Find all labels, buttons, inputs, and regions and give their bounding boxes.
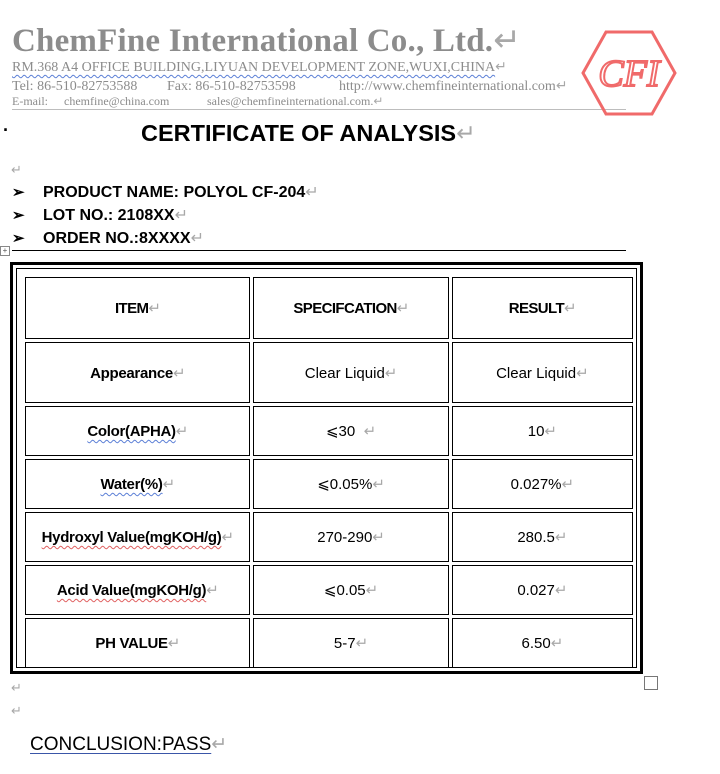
document-title-text: CERTIFICATE OF ANALYSIS	[141, 120, 457, 146]
item-text: Color(APHA)	[87, 423, 176, 440]
spec-text: 270-290	[317, 529, 373, 546]
table-row	[25, 459, 633, 509]
paragraph-mark: ↵	[211, 734, 228, 755]
item-cell[interactable]	[25, 512, 250, 562]
cell-mark: ↵	[162, 476, 175, 493]
logo-lettering: CFI	[598, 53, 660, 95]
result-cell[interactable]	[452, 342, 633, 403]
company-contact-line	[12, 77, 568, 95]
document-title	[141, 119, 476, 147]
conclusion-text: CONCLUSION:PASS	[30, 734, 212, 755]
spec-text: Clear Liquid	[304, 364, 385, 382]
result-text: 0.027%	[510, 476, 562, 493]
cell-mark: ↵	[384, 364, 398, 382]
spec-text: 5-7	[333, 635, 356, 652]
table-row	[25, 406, 633, 456]
table-row	[25, 565, 633, 615]
table-header-row	[25, 277, 633, 339]
header-item[interactable]	[25, 277, 250, 339]
arrow-bullet-icon: ➢	[12, 207, 25, 224]
table-resize-handle[interactable]	[644, 676, 658, 690]
cell-mark: ↵	[206, 582, 219, 599]
cell-mark: ↵	[365, 582, 379, 599]
email-address-2: sales@chemfineinternational.com.	[207, 94, 374, 108]
company-name-text: ChemFine International Co., Ltd.	[12, 23, 494, 59]
analysis-table-frame	[10, 262, 643, 674]
order-number: ORDER NO.:8XXXX	[43, 230, 191, 247]
item-text: Appearance	[90, 364, 173, 382]
arrow-bullet-icon: ➢	[12, 230, 25, 247]
paragraph-mark: ↵	[190, 230, 204, 247]
item-text: Hydroxyl Value(mgKOH/g)	[41, 529, 222, 546]
cell-mark: ↵	[550, 635, 564, 652]
paragraph-mark: ↵	[493, 21, 522, 58]
header-specification[interactable]	[253, 277, 448, 339]
item-cell[interactable]	[25, 406, 250, 456]
letterhead-divider	[12, 109, 626, 110]
conclusion	[30, 733, 227, 756]
item-cell[interactable]	[25, 565, 250, 615]
item-text: Water(%)	[100, 476, 163, 493]
cell-mark: ↵	[576, 364, 589, 382]
order-number-row	[12, 228, 204, 248]
company-address	[12, 58, 507, 76]
info-divider	[12, 250, 626, 251]
result-cell[interactable]	[452, 459, 633, 509]
telephone-number: Tel: 86-510-82753588	[12, 79, 138, 94]
header-item-text: ITEM	[114, 300, 149, 317]
table-row	[25, 512, 633, 562]
paragraph-mark: ↵	[305, 184, 319, 201]
result-text: Clear Liquid	[496, 364, 577, 382]
fax-number: Fax: 86-510-82753598	[167, 79, 296, 94]
item-text: Acid Value(mgKOH/g)	[56, 582, 207, 599]
lot-number-row	[12, 205, 188, 225]
table-move-handle[interactable]: +	[0, 246, 10, 256]
paragraph-mark: ↵	[373, 94, 384, 108]
cell-mark: ↵	[372, 529, 385, 546]
result-text: 280.5	[517, 529, 555, 546]
cell-mark: ↵	[172, 364, 186, 382]
company-email-line	[12, 94, 383, 109]
cell-mark: ↵	[554, 582, 568, 599]
item-text: PH VALUE	[95, 635, 168, 652]
spec-cell[interactable]	[253, 512, 448, 562]
result-cell[interactable]	[452, 406, 633, 456]
arrow-bullet-icon: ➢	[12, 184, 25, 201]
table-row	[25, 618, 633, 668]
lot-number: LOT NO.: 2108XX	[43, 207, 175, 224]
company-website: http://www.chemfineinternational.com	[339, 79, 556, 94]
paragraph-mark: ↵	[456, 120, 476, 146]
email-label: E-mail:	[12, 94, 48, 108]
spec-cell[interactable]	[253, 565, 448, 615]
cell-mark: ↵	[372, 476, 385, 493]
cell-mark: ↵	[554, 529, 568, 546]
analysis-table	[22, 274, 636, 671]
result-cell[interactable]	[452, 618, 633, 668]
spec-text: ⩽0.05%	[317, 476, 373, 493]
item-cell[interactable]	[25, 342, 250, 403]
company-logo	[580, 28, 678, 123]
product-name-row	[12, 182, 319, 202]
paragraph-mark: ↵	[495, 58, 507, 74]
spec-text: ⩽30	[325, 423, 356, 440]
empty-paragraph-mark: ↵	[11, 703, 22, 718]
result-text: 10	[527, 423, 545, 440]
paragraph-mark: ↵	[174, 207, 188, 224]
result-text: 0.027	[517, 582, 555, 599]
hexagon-logo-icon	[580, 28, 678, 118]
header-result[interactable]	[452, 277, 633, 339]
spec-cell[interactable]	[253, 618, 448, 668]
product-name: PRODUCT NAME: POLYOL CF-204	[43, 184, 306, 201]
address-text: RM.368 A4 OFFICE BUILDING,LIYUAN DEVELOPMENT ZONE,WUXI,CHINA	[12, 60, 496, 75]
list-bullet: ·	[3, 120, 9, 140]
header-result-text: RESULT	[508, 300, 565, 317]
spec-cell[interactable]	[253, 406, 448, 456]
email-address-1: chemfine@china.com	[64, 94, 170, 108]
empty-paragraph-mark: ↵	[11, 162, 22, 177]
analysis-table-inner-frame	[16, 268, 637, 668]
paragraph-mark: ↵	[555, 77, 568, 93]
cell-mark: ↵	[363, 423, 377, 440]
item-cell[interactable]	[25, 618, 250, 668]
spec-cell[interactable]	[253, 342, 448, 403]
cell-mark: ↵	[396, 300, 409, 317]
cell-mark: ↵	[221, 529, 234, 546]
cell-mark: ↵	[355, 635, 369, 652]
cell-mark: ↵	[167, 635, 180, 652]
cell-mark: ↵	[175, 423, 188, 440]
result-text: 6.50	[521, 635, 551, 652]
cell-mark: ↵	[544, 423, 557, 440]
cell-mark: ↵	[148, 300, 161, 317]
result-cell[interactable]	[452, 512, 633, 562]
spec-text: ⩽0.05	[323, 582, 366, 599]
header-spec-text: SPECIFCATION	[293, 300, 397, 317]
cell-mark: ↵	[561, 476, 575, 493]
spec-cell[interactable]	[253, 459, 448, 509]
item-cell[interactable]	[25, 459, 250, 509]
result-cell[interactable]	[452, 565, 633, 615]
cell-mark: ↵	[564, 300, 576, 317]
table-row	[25, 342, 633, 403]
empty-paragraph-mark: ↵	[11, 680, 22, 695]
company-name	[12, 20, 521, 60]
